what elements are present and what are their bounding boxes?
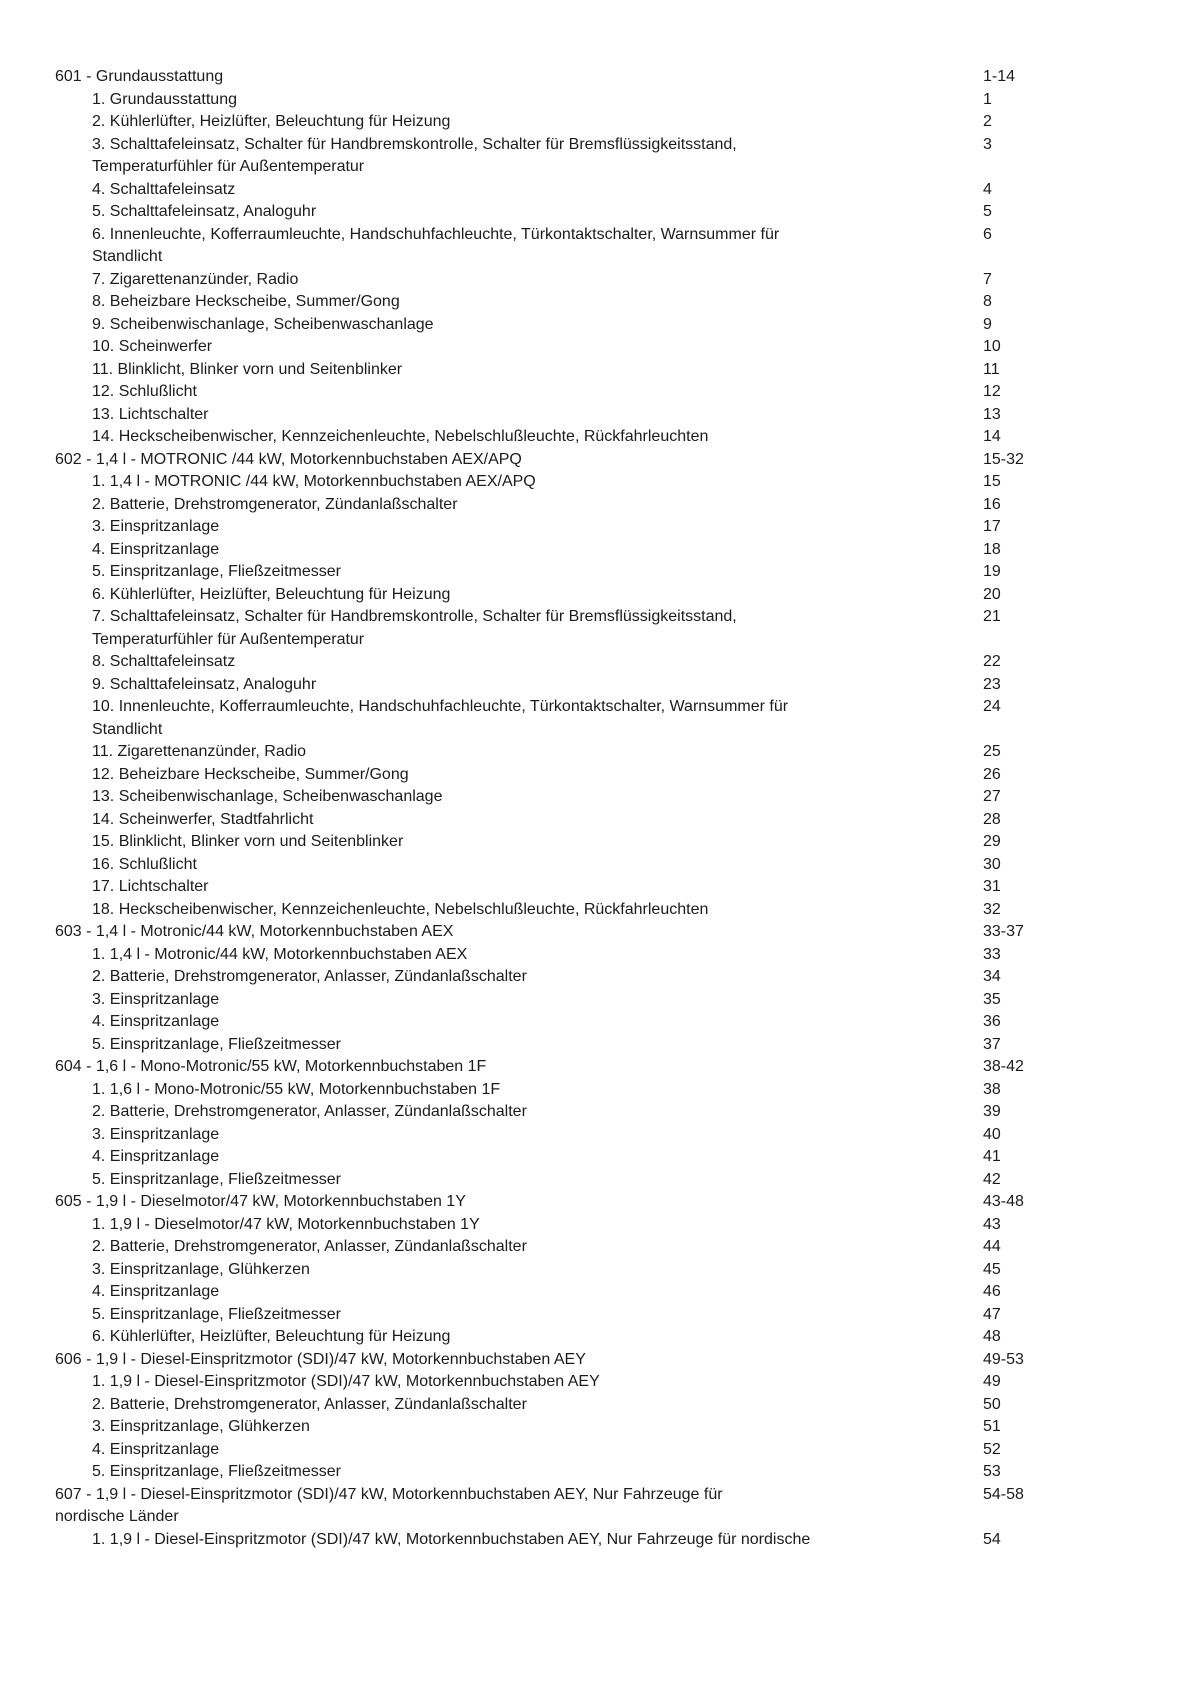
toc-sub-entry bbox=[0, 606, 1190, 651]
toc-entry-page-number: 42 bbox=[983, 1170, 1001, 1188]
toc-entry-page-number: 12 bbox=[983, 383, 1001, 400]
toc-entry-line: Temperaturfühler für Außentemperatur bbox=[92, 158, 365, 175]
toc-sub-entry bbox=[0, 741, 1190, 764]
toc-entry-line: 7. Zigarettenanzünder, Radio bbox=[92, 270, 299, 288]
toc-sub-entry bbox=[0, 764, 1190, 787]
toc-entry-page-number: 33 bbox=[983, 945, 1001, 963]
toc-sub-entry bbox=[0, 494, 1190, 517]
toc-entry-page-number: 26 bbox=[983, 765, 1001, 783]
toc-sub-entry bbox=[0, 336, 1190, 359]
toc-sub-entry bbox=[0, 539, 1190, 562]
toc-entry-page-number: 48 bbox=[983, 1328, 1001, 1345]
toc-entry-text bbox=[92, 404, 1190, 427]
toc-entry-page-number: 36 bbox=[983, 1013, 1001, 1030]
toc-sub-entry bbox=[0, 989, 1190, 1012]
toc-entry-page-number: 38-42 bbox=[983, 1058, 1024, 1075]
toc-entry-line: 605 - 1,9 l - Dieselmotor/47 kW, Motorkennbuchstaben 1Y bbox=[55, 1193, 466, 1210]
toc-entry-line: 16. Schlußlicht bbox=[92, 855, 197, 873]
toc-sub-entry bbox=[0, 359, 1190, 382]
toc-entry-page-number: 14 bbox=[983, 428, 1001, 445]
toc-entry-text bbox=[92, 741, 1190, 764]
toc-sub-entry bbox=[0, 426, 1190, 449]
toc-entry-line: 18. Heckscheibenwischer, Kennzeichenleuchte, Nebelschlußleuchte, Rückfahrleuchten bbox=[92, 900, 709, 918]
toc-entry-text bbox=[92, 201, 1190, 224]
toc-sub-entry bbox=[0, 314, 1190, 337]
toc-entry-line: 2. Batterie, Drehstromgenerator, Anlasser, Zündanlaßschalter bbox=[92, 968, 527, 985]
toc-entry-line: 2. Batterie, Drehstromgenerator, Anlasser, Zündanlaßschalter bbox=[92, 1238, 527, 1255]
toc-entry-page-number: 49 bbox=[983, 1373, 1001, 1390]
toc-entry-line: 8. Beheizbare Heckscheibe, Summer/Gong bbox=[92, 293, 400, 310]
toc-sub-entry bbox=[0, 876, 1190, 899]
toc-entry-line: Temperaturfühler für Außentemperatur bbox=[92, 630, 365, 648]
toc-entry-line: 5. Einspritzanlage, Fließzeitmesser bbox=[92, 563, 341, 580]
toc-entry-line: 14. Scheinwerfer, Stadtfahrlicht bbox=[92, 810, 314, 828]
toc-entry-page-number: 28 bbox=[983, 810, 1001, 828]
toc-sub-entry bbox=[0, 809, 1190, 832]
toc-entry-page-number: 5 bbox=[983, 203, 992, 220]
toc-entry-line: 13. Lichtschalter bbox=[92, 405, 209, 423]
toc-entry-line: 10. Scheinwerfer bbox=[92, 338, 213, 355]
toc-entry-text bbox=[92, 1101, 1190, 1124]
toc-entry-page-number: 1-14 bbox=[983, 68, 1016, 85]
toc-sub-entry bbox=[0, 1101, 1190, 1124]
toc-entry-text bbox=[92, 1326, 1190, 1349]
toc-sub-entry bbox=[0, 1529, 1190, 1552]
toc-sub-entry bbox=[0, 179, 1190, 202]
toc-entry-text bbox=[92, 899, 1190, 922]
toc-entry-line: 4. Einspritzanlage bbox=[92, 1148, 220, 1165]
toc-entry-text bbox=[92, 1214, 1190, 1237]
toc-section-entry bbox=[0, 1191, 1190, 1214]
toc-entry-page-number: 9 bbox=[983, 315, 992, 333]
toc-entry-line: 7. Schalttafeleinsatz, Schalter für Handbremskontrolle, Schalter für Bremsflüssigkeitsstand, bbox=[92, 608, 737, 625]
toc-entry-page-number: 4 bbox=[983, 180, 992, 198]
toc-sub-entry bbox=[0, 1281, 1190, 1304]
toc-entry-text bbox=[92, 381, 1190, 404]
toc-sub-entry bbox=[0, 1146, 1190, 1169]
toc-entry-page-number: 51 bbox=[983, 1418, 1001, 1435]
toc-entry-page-number: 39 bbox=[983, 1103, 1001, 1120]
toc-entry-page-number: 30 bbox=[983, 855, 1001, 873]
toc-entry-text bbox=[92, 269, 1190, 292]
toc-sub-entry bbox=[0, 269, 1190, 292]
toc-entry-text bbox=[92, 606, 1190, 651]
toc-entry-page-number: 54-58 bbox=[983, 1485, 1024, 1503]
toc-entry-text bbox=[92, 1259, 1190, 1282]
toc-sub-entry bbox=[0, 786, 1190, 809]
toc-entry-text bbox=[92, 291, 1190, 314]
toc-sub-entry bbox=[0, 1079, 1190, 1102]
toc-entry-text bbox=[92, 989, 1190, 1012]
toc-sub-entry bbox=[0, 854, 1190, 877]
toc-entry-line: 1. 1,6 l - Mono-Motronic/55 kW, Motorkennbuchstaben 1F bbox=[92, 1080, 501, 1098]
toc-sub-entry bbox=[0, 944, 1190, 967]
toc-entry-page-number: 43 bbox=[983, 1215, 1001, 1233]
toc-entry-text bbox=[92, 1011, 1190, 1034]
toc-entry-line: 11. Blinklicht, Blinker vorn und Seitenblinker bbox=[92, 360, 403, 378]
toc-entry-text bbox=[92, 471, 1190, 494]
toc-sub-entry bbox=[0, 831, 1190, 854]
toc-entry-text bbox=[92, 516, 1190, 539]
toc-entry-line: 8. Schalttafeleinsatz bbox=[92, 653, 236, 670]
toc-entry-text bbox=[92, 786, 1190, 809]
toc-entry-page-number: 19 bbox=[983, 563, 1001, 580]
toc-entry-page-number: 40 bbox=[983, 1125, 1001, 1143]
toc-entry-text bbox=[92, 1034, 1190, 1057]
toc-entry-line: 15. Blinklicht, Blinker vorn und Seitenblinker bbox=[92, 833, 404, 850]
toc-entry-line: 6. Kühlerlüfter, Heizlüfter, Beleuchtung für Heizung bbox=[92, 585, 451, 603]
toc-sub-entry bbox=[0, 516, 1190, 539]
toc-entry-line: 1. 1,9 l - Dieselmotor/47 kW, Motorkennbuchstaben 1Y bbox=[92, 1215, 480, 1233]
toc-entry-line: 3. Einspritzanlage, Glühkerzen bbox=[92, 1260, 310, 1278]
toc-entry-line: 3. Einspritzanlage bbox=[92, 518, 220, 535]
toc-sub-entry bbox=[0, 1304, 1190, 1327]
toc-entry-line: 1. 1,9 l - Diesel-Einspritzmotor (SDI)/47 kW, Motorkennbuchstaben AEY bbox=[92, 1373, 600, 1390]
toc-entry-line: 1. Grundausstattung bbox=[92, 90, 237, 108]
toc-sub-entry bbox=[0, 1259, 1190, 1282]
toc-entry-line: 2. Batterie, Drehstromgenerator, Zündanlaßschalter bbox=[92, 495, 458, 513]
toc-entry-text bbox=[92, 674, 1190, 697]
toc-entry-line: 6. Innenleuchte, Kofferraumleuchte, Handschuhfachleuchte, Türkontaktschalter, Warnsummer für bbox=[92, 225, 780, 243]
toc-entry-text bbox=[92, 651, 1190, 674]
toc-entry-line: 13. Scheibenwischanlage, Scheibenwaschanlage bbox=[92, 788, 443, 805]
toc-sub-entry bbox=[0, 1439, 1190, 1462]
toc-sub-entry bbox=[0, 224, 1190, 269]
toc-entry-page-number: 18 bbox=[983, 540, 1001, 558]
toc-entry-line: 5. Einspritzanlage, Fließzeitmesser bbox=[92, 1305, 341, 1323]
toc-entry-line: Standlicht bbox=[92, 720, 163, 738]
toc-sub-entry bbox=[0, 651, 1190, 674]
toc-entry-page-number: 27 bbox=[983, 788, 1001, 805]
toc-entry-page-number: 8 bbox=[983, 293, 992, 310]
toc-entry-line: 4. Einspritzanlage bbox=[92, 1440, 220, 1458]
toc-sub-entry bbox=[0, 1214, 1190, 1237]
toc-entry-line: 5. Schalttafeleinsatz, Analoguhr bbox=[92, 203, 317, 220]
toc-sub-entry bbox=[0, 561, 1190, 584]
toc-sub-entry bbox=[0, 471, 1190, 494]
toc-entry-text bbox=[92, 1439, 1190, 1462]
toc-entry-line: 5. Einspritzanlage, Fließzeitmesser bbox=[92, 1035, 341, 1053]
toc-entry-page-number: 16 bbox=[983, 495, 1001, 513]
toc-entry-text bbox=[92, 1529, 1190, 1552]
toc-entry-line: 606 - 1,9 l - Diesel-Einspritzmotor (SDI)/47 kW, Motorkennbuchstaben AEY bbox=[55, 1350, 586, 1368]
toc-entry-text bbox=[92, 539, 1190, 562]
toc-entry-line: 601 - Grundausstattung bbox=[55, 68, 224, 85]
toc-entry-text bbox=[92, 854, 1190, 877]
toc-entry-text bbox=[92, 1461, 1190, 1484]
toc-sub-entry bbox=[0, 1236, 1190, 1259]
toc-entry-page-number: 24 bbox=[983, 698, 1001, 715]
toc-entry-page-number: 13 bbox=[983, 405, 1001, 423]
toc-entry-text bbox=[92, 966, 1190, 989]
toc-entry-line: Standlicht bbox=[92, 248, 163, 265]
toc-entry-page-number: 33-37 bbox=[983, 923, 1024, 940]
toc-entry-page-number: 45 bbox=[983, 1260, 1001, 1278]
toc-sub-entry bbox=[0, 1371, 1190, 1394]
toc-section-entry bbox=[0, 1056, 1190, 1079]
toc-entry-line: 602 - 1,4 l - MOTRONIC /44 kW, Motorkennbuchstaben AEX/APQ bbox=[55, 450, 522, 468]
toc-entry-line: 17. Lichtschalter bbox=[92, 878, 209, 895]
toc-entry-page-number: 25 bbox=[983, 743, 1001, 760]
toc-entry-page-number: 52 bbox=[983, 1440, 1001, 1458]
toc-entry-page-number: 37 bbox=[983, 1035, 1001, 1053]
toc-sub-entry bbox=[0, 966, 1190, 989]
toc-entry-text bbox=[92, 111, 1190, 134]
toc-entry-text bbox=[92, 584, 1190, 607]
toc-sub-entry bbox=[0, 1124, 1190, 1147]
toc-entry-text bbox=[92, 1371, 1190, 1394]
toc-entry-line: 5. Einspritzanlage, Fließzeitmesser bbox=[92, 1463, 341, 1480]
toc-sub-entry bbox=[0, 1394, 1190, 1417]
toc-entry-page-number: 46 bbox=[983, 1283, 1001, 1300]
toc-entry-line: 6. Kühlerlüfter, Heizlüfter, Beleuchtung für Heizung bbox=[92, 1328, 451, 1345]
toc-entry-line: 9. Schalttafeleinsatz, Analoguhr bbox=[92, 675, 317, 693]
toc-entry-text bbox=[92, 89, 1190, 112]
toc-section-entry bbox=[0, 921, 1190, 944]
toc-entry-text bbox=[92, 314, 1190, 337]
toc-entry-text bbox=[92, 809, 1190, 832]
toc-entry-page-number: 54 bbox=[983, 1530, 1001, 1548]
toc-entry-text bbox=[92, 561, 1190, 584]
toc-entry-line: 4. Einspritzanlage bbox=[92, 540, 220, 558]
toc-entry-text bbox=[92, 1304, 1190, 1327]
toc-entry-page-number: 38 bbox=[983, 1080, 1001, 1098]
toc-entry-page-number: 11 bbox=[983, 360, 1000, 378]
toc-entry-page-number: 43-48 bbox=[983, 1193, 1024, 1210]
toc-entry-text bbox=[92, 1124, 1190, 1147]
toc-entry-line: 604 - 1,6 l - Mono-Motronic/55 kW, Motorkennbuchstaben 1F bbox=[55, 1058, 487, 1075]
toc-entry-page-number: 17 bbox=[983, 518, 1001, 535]
toc-sub-entry bbox=[0, 1326, 1190, 1349]
toc-entry-line: 14. Heckscheibenwischer, Kennzeichenleuchte, Nebelschlußleuchte, Rückfahrleuchten bbox=[92, 428, 709, 445]
toc-entry-line: 3. Schalttafeleinsatz, Schalter für Handbremskontrolle, Schalter für Bremsflüssigkeitsstand, bbox=[92, 135, 737, 153]
toc-entry-text bbox=[92, 876, 1190, 899]
toc-sub-entry bbox=[0, 584, 1190, 607]
toc-entry-line: 4. Schalttafeleinsatz bbox=[92, 180, 236, 198]
toc-entry-line: 3. Einspritzanlage, Glühkerzen bbox=[92, 1418, 310, 1435]
toc-section-entry bbox=[0, 1484, 1190, 1529]
toc-sub-entry bbox=[0, 89, 1190, 112]
toc-entry-page-number: 35 bbox=[983, 990, 1001, 1008]
toc-entry-line: 12. Beheizbare Heckscheibe, Summer/Gong bbox=[92, 765, 409, 783]
toc-entry-text bbox=[92, 336, 1190, 359]
toc-entry-line: 2. Kühlerlüfter, Heizlüfter, Beleuchtung für Heizung bbox=[92, 113, 451, 130]
toc-entry-page-number: 3 bbox=[983, 135, 992, 153]
toc-entry-line: 3. Einspritzanlage bbox=[92, 1125, 220, 1143]
toc-entry-page-number: 47 bbox=[983, 1305, 1001, 1323]
toc-entry-page-number: 53 bbox=[983, 1463, 1001, 1480]
toc-entry-text bbox=[92, 134, 1190, 179]
toc-entry-line: nordische Länder bbox=[55, 1508, 179, 1525]
toc-entry-line: 1. 1,9 l - Diesel-Einspritzmotor (SDI)/47 kW, Motorkennbuchstaben AEY, Nur Fahrzeuge für nordische bbox=[92, 1530, 811, 1548]
toc-entry-line: 2. Batterie, Drehstromgenerator, Anlasser, Zündanlaßschalter bbox=[92, 1395, 527, 1413]
toc-entry-text bbox=[92, 1281, 1190, 1304]
toc-entry-text bbox=[55, 66, 1190, 89]
toc-entry-line: 603 - 1,4 l - Motronic/44 kW, Motorkennbuchstaben AEX bbox=[55, 923, 454, 940]
toc-entry-text bbox=[92, 494, 1190, 517]
toc-entry-page-number: 44 bbox=[983, 1238, 1001, 1255]
toc-entry-text bbox=[92, 1416, 1190, 1439]
toc-entry-text bbox=[92, 764, 1190, 787]
toc-entry-page-number: 15 bbox=[983, 473, 1001, 490]
toc-entry-page-number: 29 bbox=[983, 833, 1001, 850]
toc-entry-line: 9. Scheibenwischanlage, Scheibenwaschanlage bbox=[92, 315, 434, 333]
toc-entry-page-number: 31 bbox=[983, 878, 1001, 895]
toc-entry-text bbox=[92, 696, 1190, 741]
toc-sub-entry bbox=[0, 1169, 1190, 1192]
toc-sub-entry bbox=[0, 674, 1190, 697]
toc-entry-page-number: 21 bbox=[983, 608, 1001, 625]
toc-sub-entry bbox=[0, 696, 1190, 741]
toc-sub-entry bbox=[0, 381, 1190, 404]
toc-entry-text bbox=[92, 224, 1190, 269]
toc-section-entry bbox=[0, 1349, 1190, 1372]
toc-entry-line: 2. Batterie, Drehstromgenerator, Anlasser, Zündanlaßschalter bbox=[92, 1103, 527, 1120]
toc-entry-line: 1. 1,4 l - MOTRONIC /44 kW, Motorkennbuchstaben AEX/APQ bbox=[92, 473, 536, 490]
toc-entry-page-number: 23 bbox=[983, 675, 1001, 693]
toc-entry-page-number: 22 bbox=[983, 653, 1001, 670]
toc-sub-entry bbox=[0, 134, 1190, 179]
toc-sub-entry bbox=[0, 111, 1190, 134]
toc-sub-entry bbox=[0, 899, 1190, 922]
toc-entry-line: 1. 1,4 l - Motronic/44 kW, Motorkennbuchstaben AEX bbox=[92, 945, 468, 963]
toc-sub-entry bbox=[0, 291, 1190, 314]
toc-entry-page-number: 1 bbox=[983, 90, 992, 108]
toc-entry-line: 3. Einspritzanlage bbox=[92, 990, 220, 1008]
toc-entry-line: 10. Innenleuchte, Kofferraumleuchte, Handschuhfachleuchte, Türkontaktschalter, Warnsummer für bbox=[92, 698, 789, 715]
toc-entry-text bbox=[92, 831, 1190, 854]
toc-entry-page-number: 32 bbox=[983, 900, 1001, 918]
toc-entry-page-number: 49-53 bbox=[983, 1350, 1024, 1368]
toc-entry-page-number: 2 bbox=[983, 113, 992, 130]
toc-entry-line: 4. Einspritzanlage bbox=[92, 1283, 220, 1300]
toc-entry-text bbox=[92, 359, 1190, 382]
toc-entry-text bbox=[92, 1079, 1190, 1102]
toc-entry-page-number: 10 bbox=[983, 338, 1001, 355]
toc-sub-entry bbox=[0, 201, 1190, 224]
toc-sub-entry bbox=[0, 1461, 1190, 1484]
toc-entry-text bbox=[92, 179, 1190, 202]
toc-entry-text bbox=[92, 426, 1190, 449]
toc-entry-page-number: 7 bbox=[983, 270, 992, 288]
toc-entry-page-number: 41 bbox=[983, 1148, 1001, 1165]
toc-sub-entry bbox=[0, 1011, 1190, 1034]
toc-sub-entry bbox=[0, 404, 1190, 427]
toc-sub-entry bbox=[0, 1034, 1190, 1057]
toc-section-entry bbox=[0, 66, 1190, 89]
toc-entry-line: 607 - 1,9 l - Diesel-Einspritzmotor (SDI)/47 kW, Motorkennbuchstaben AEY, Nur Fahrzeuge für bbox=[55, 1485, 723, 1503]
toc-entry-text bbox=[92, 1146, 1190, 1169]
toc-entry-line: 11. Zigarettenanzünder, Radio bbox=[92, 743, 307, 760]
toc-entry-line: 5. Einspritzanlage, Fließzeitmesser bbox=[92, 1170, 341, 1188]
toc-entry-line: 12. Schlußlicht bbox=[92, 383, 197, 400]
toc-sub-entry bbox=[0, 1416, 1190, 1439]
toc-entry-line: 4. Einspritzanlage bbox=[92, 1013, 220, 1030]
toc-entry-text bbox=[92, 944, 1190, 967]
toc-entry-page-number: 34 bbox=[983, 968, 1001, 985]
toc-entry-page-number: 50 bbox=[983, 1395, 1001, 1413]
toc-entry-text bbox=[92, 1394, 1190, 1417]
toc-entry-text bbox=[92, 1169, 1190, 1192]
toc-entry-page-number: 6 bbox=[983, 225, 992, 243]
toc-section-entry bbox=[0, 449, 1190, 472]
toc-entry-page-number: 20 bbox=[983, 585, 1001, 603]
toc-entry-text bbox=[92, 1236, 1190, 1259]
toc-entry-page-number: 15-32 bbox=[983, 450, 1024, 468]
